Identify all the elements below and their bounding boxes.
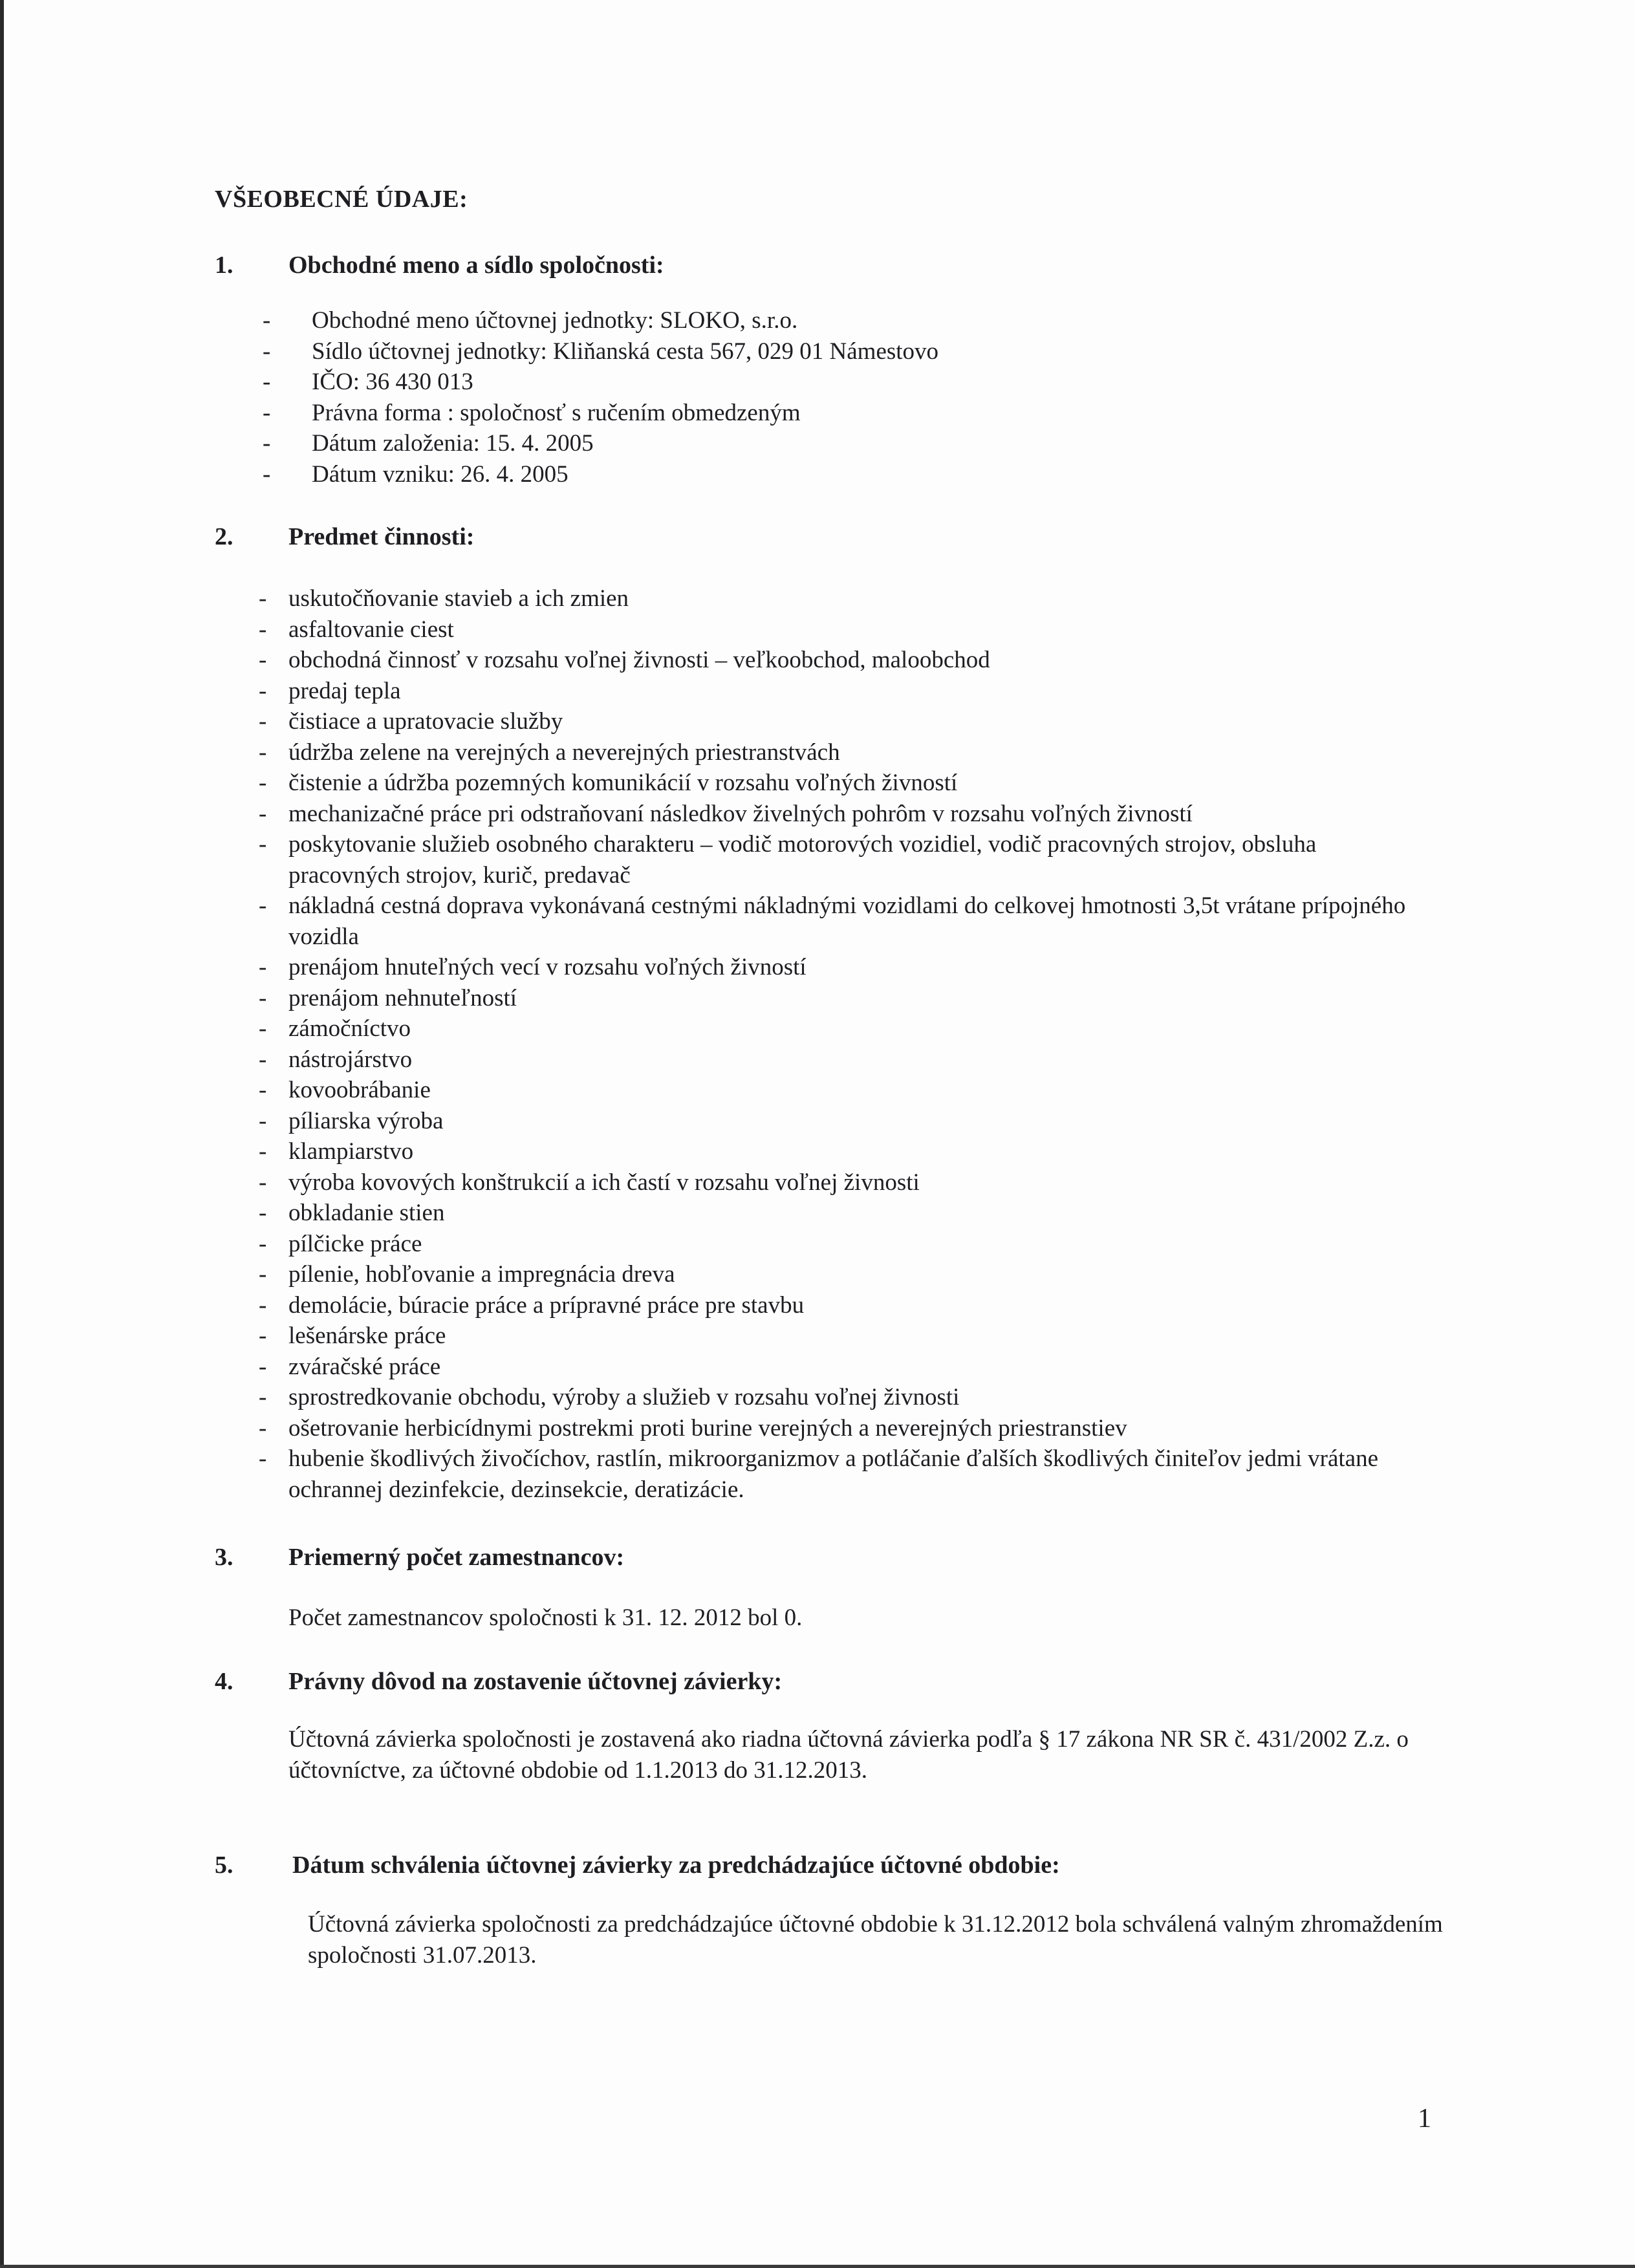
list-item: - klampiarstvo [259,1138,414,1165]
list-item: - pílčicke práce [259,1230,422,1257]
list-item: - obchodná činnosť v rozsahu voľnej živnosti – veľkoobchod, maloobchod [259,647,990,673]
list-item: - sprostredkovanie obchodu, výroby a služieb v rozsahu voľnej živnosti [259,1384,960,1410]
list-item: - pílenie, hobľovanie a impregnácia dreva [259,1261,675,1288]
list-item: - výroba kovových konštrukcií a ich častí v rozsahu voľnej živnosti [259,1169,920,1196]
list-item: - zváračské práce [259,1353,441,1380]
list-item: - čistenie a údržba pozemných komunikácií v rozsahu voľných živností [259,770,958,796]
list-item: - hubenie škodlivých živočíchov, rastlín, mikroorganizmov a potláčanie ďalších škodlivých činiteľov jedmi vrátane ochrannej dezinfekcie, dezinsekcie, deratizácie. [259,1445,1378,1503]
list-item: - IČO: 36 430 013 [263,369,473,395]
section-3-title: Priemerný počet zamestnancov: [288,1544,625,1571]
section-5-title: Dátum schválenia účtovnej závierky za predchádzajúce účtovné obdobie: [292,1852,1060,1879]
list-item: - poskytovanie služieb osobného charakteru – vodič motorových vozidiel, vodič pracovných strojov, obsluha pracovných strojov, kurič, predavač [259,831,1317,889]
section-2-number: 2. [215,523,233,550]
scan-edge-left [0,0,4,2268]
list-item: - Právna forma : spoločnosť s ručením obmedzeným [263,399,801,426]
list-item: - čistiace a upratovacie služby [259,708,563,735]
section-4-title: Právny dôvod na zostavenie účtovnej závierky: [288,1668,783,1695]
list-item: - uskutočňovanie stavieb a ich zmien [259,585,629,612]
list-item: - lešenárske práce [259,1323,446,1349]
section-1-title: Obchodné meno a sídlo spoločnosti: [288,252,664,279]
legal-basis-paragraph: Účtovná závierka spoločnosti je zostavená ako riadna účtovná závierka podľa § 17 zákona NR SR č. 431/2002 Z.z. o účtovníctve, za účtovné obdobie od 1.1.2013 do 31.12.2013. [288,1726,1409,1784]
list-item: - píliarska výroba [259,1107,444,1134]
list-item: - demolácie, búracie práce a prípravné práce pre stavbu [259,1291,805,1319]
list-item: - predaj tepla [259,677,401,704]
company-info-list [263,305,1427,490]
section-5-number: 5. [215,1852,233,1879]
list-item: - Sídlo účtovnej jednotky: Kliňanská cesta 567, 029 01 Námestovo [263,338,939,365]
section-2-title: Predmet činnosti: [288,523,475,550]
scan-edge-bottom [0,2265,1635,2268]
list-item: - prenájom hnuteľných vecí v rozsahu voľných živností [259,954,807,980]
section-4-number: 4. [215,1668,233,1695]
list-item: - Dátum založenia: 15. 4. 2005 [263,430,594,457]
list-item: - Dátum vzniku: 26. 4. 2005 [263,460,568,488]
list-item: - prenájom nehnuteľností [259,984,517,1011]
activities-list [259,583,1442,1505]
section-1-number: 1. [215,252,233,279]
list-item: - zámočníctvo [259,1015,411,1042]
list-item: - nástrojárstvo [259,1046,413,1073]
approval-paragraph: Účtovná závierka spoločnosti za predchádzajúce účtovné obdobie k 31.12.2012 bola schválená valným zhromaždením spoločnosti 31.07.2013. [308,1911,1443,1969]
list-item: - Obchodné meno účtovnej jednotky: SLOKO, s.r.o. [263,307,798,334]
list-item: - údržba zelene na verejných a neverejných priestranstvách [259,739,840,766]
list-item: - kovoobrábanie [259,1077,431,1103]
list-item: - asfaltovanie ciest [259,616,454,643]
page-number: 1 [1418,2104,1431,2133]
list-item: - nákladná cestná doprava vykonávaná cestnými nákladnými vozidlami do celkovej hmotnosti 3,5t vrátane prípojného vozidla [259,892,1406,950]
list-item: - mechanizačné práce pri odstraňovaní následkov živelných pohrôm v rozsahu voľných živností [259,800,1193,827]
list-item: - ošetrovanie herbicídnymi postrekmi proti burine verejných a neverejných priestranstiev [259,1414,1127,1442]
document-heading: VŠEOBECNÉ ÚDAJE: [215,186,468,213]
list-item: - obkladanie stien [259,1200,445,1226]
section-3-number: 3. [215,1544,233,1571]
employees-paragraph: Počet zamestnancov spoločnosti k 31. 12. 2012 bol 0. [288,1604,803,1631]
